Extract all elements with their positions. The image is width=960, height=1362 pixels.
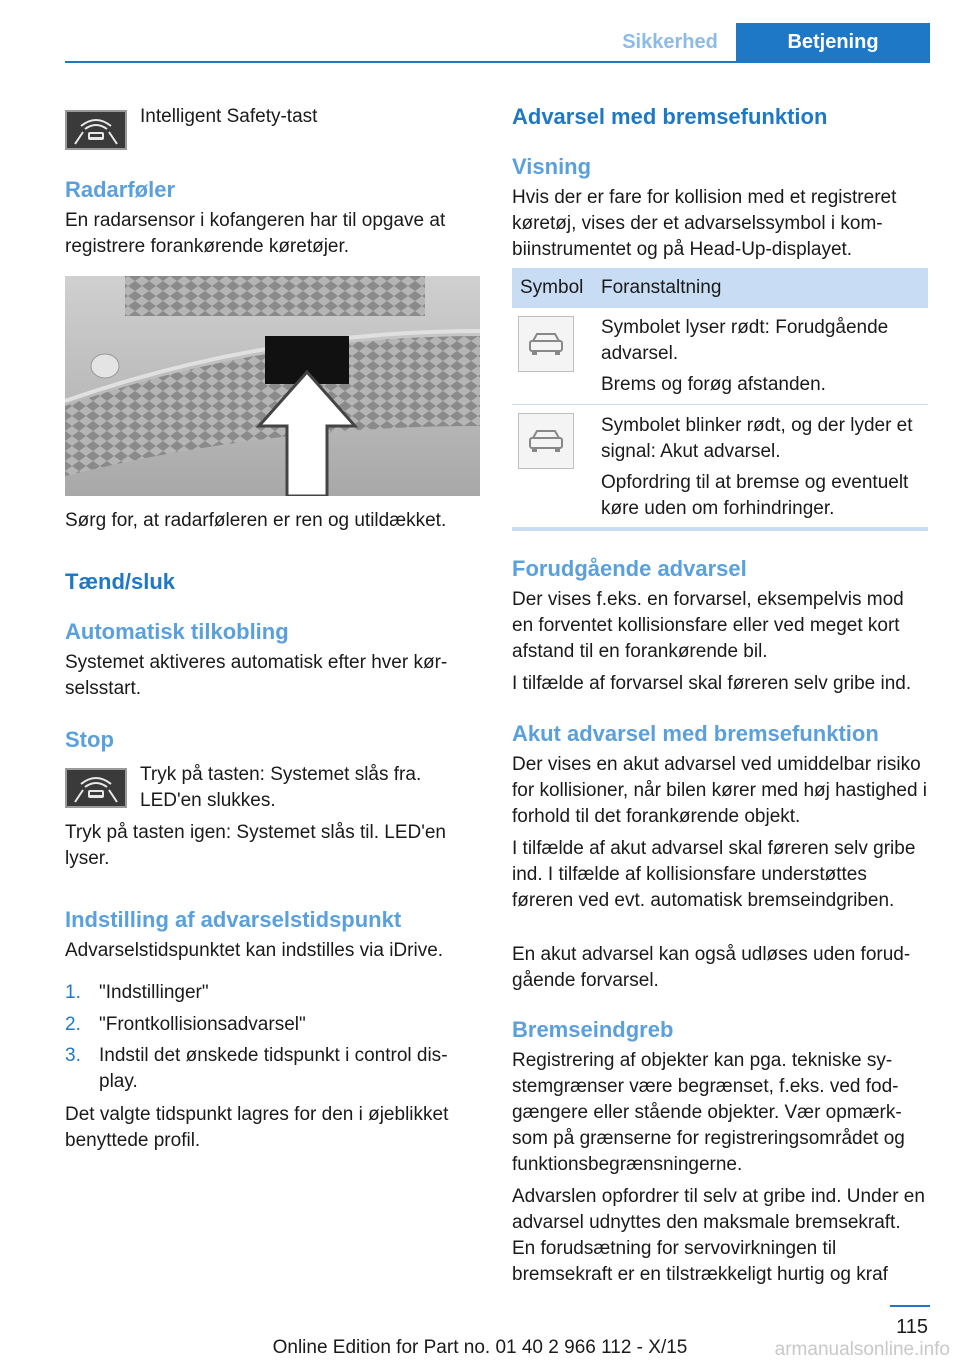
list-text: "Frontkollisionsadvarsel" <box>99 1014 306 1035</box>
table-row-1-text-2: Brems og forøg afstanden. <box>601 374 826 395</box>
table-bottom-rule <box>512 527 928 531</box>
intelligent-safety-button-icon <box>65 110 127 150</box>
setting-text: Advarselstidspunktet kan indstilles via iDrive. <box>65 940 444 961</box>
intro-label: Intelligent Safety-tast <box>140 106 318 127</box>
list-text: "Indstillinger" <box>99 982 209 1003</box>
heading-radarfoler: Radarføler <box>65 177 176 202</box>
radar-text: En radarsensor i kofangeren har til opgave at registrere forankørende køretøjer. <box>65 210 446 257</box>
list-number: 3. <box>65 1045 81 1066</box>
pre-text-2: I tilfælde af forvarsel skal føreren selv gribe ind. <box>512 673 912 694</box>
auto-text: Systemet aktiveres automatisk efter hver kørselsstart. <box>65 652 448 699</box>
heading-forudgaaende: Forudgående advarsel <box>512 556 747 581</box>
table-row-2-text-1: Symbolet blinker rødt, og der lyder et signal: Akut advarsel. <box>601 415 913 462</box>
tab-betjening[interactable]: Betjening <box>736 23 930 62</box>
list-text: Indstil det ønskede tidspunkt i control display. <box>99 1045 448 1092</box>
edition-footer: Online Edition for Part no. 01 40 2 966 112 - X/15 <box>272 1337 688 1358</box>
watermark: armanualsonline.info <box>774 1339 950 1360</box>
car-warning-icon <box>518 413 574 469</box>
heading-visning: Visning <box>512 154 592 179</box>
list-item <box>65 1012 475 1038</box>
list-item <box>65 980 475 1006</box>
col-header-symbol: Symbol <box>520 277 584 298</box>
acute-text-3: En akut advarsel kan også udløses uden forudgående forvarsel. <box>512 944 911 991</box>
list-number: 1. <box>65 982 81 1003</box>
heading-bremseindgreb: Bremseindgreb <box>512 1017 674 1042</box>
tab-sikkerhed[interactable]: Sikkerhed <box>622 31 718 53</box>
display-text: Hvis der er fare for kollision med et registreret køretøj, vises der et advarselssymbol i kombiinstrumentet og på Head-Up-displayet. <box>512 187 897 260</box>
list-item <box>65 1043 475 1095</box>
closing-text: Det valgte tidspunkt lagres for den i øjeblikket benyttede profil. <box>65 1104 449 1151</box>
brake-text-1: Registrering af objekter kan pga. tekniske systemgrænser være begrænset, f.eks. ved fodgængere eller stående objekter. Vær opmærksom på grænserne for registreringsområdet og funktionsbegrænsningerne. <box>512 1050 905 1175</box>
page-number: 115 <box>896 1316 928 1338</box>
intelligent-safety-button-icon <box>65 768 127 808</box>
photo-caption: Sørg for, at radarføleren er ren og utildækket. <box>65 510 447 531</box>
heading-indstilling: Indstilling af advarselstidspunkt <box>65 907 402 932</box>
heading-akut-advarsel: Akut advarsel med bremsefunktion <box>512 721 879 746</box>
col-header-action: Foranstaltning <box>601 277 722 298</box>
heading-taend-sluk: Tænd/sluk <box>65 569 176 594</box>
car-warning-icon <box>518 316 574 372</box>
header-rule <box>65 61 930 63</box>
table-row-1-text-1: Symbolet lyser rødt: Forudgående advarsel. <box>601 317 889 364</box>
heading-automatisk: Automatisk tilkobling <box>65 619 289 644</box>
stop-text-2: Tryk på tasten igen: Systemet slås til. LED'en lyser. <box>65 822 446 869</box>
heading-advarsel-bremsefunktion: Advarsel med bremsefunktion <box>512 104 828 129</box>
list-number: 2. <box>65 1014 81 1035</box>
table-row-2-text-2: Opfordring til at bremse og eventuelt køre uden om forhindringer. <box>601 472 909 519</box>
heading-stop: Stop <box>65 727 114 752</box>
pre-text-1: Der vises f.eks. en forvarsel, eksempelvis mod en forventet kollisionsfare eller ved meget kort afstand til en forankørende bil. <box>512 589 904 662</box>
acute-text-2: I tilfælde af akut advarsel skal føreren selv gribe ind. I tilfælde af kollisionsfare understøttes føreren ved evt. automatisk bremseindgriben. <box>512 838 916 911</box>
stop-text-1: Tryk på tasten: Systemet slås fra. LED'en slukkes. <box>140 764 422 811</box>
table-divider <box>512 404 928 405</box>
footer-rule <box>890 1305 930 1307</box>
acute-text-1: Der vises en akut advarsel ved umiddelbar risiko for kollisioner, når bilen kører med høj hastighed i forhold til det forankørende objekt. <box>512 754 928 827</box>
radar-sensor-photo <box>65 276 480 496</box>
brake-text-2: Advarslen opfordrer til selv at gribe ind. Under en advarsel udnyttes den maksmale bremsekraft. En forudsætning for servovirkningen til bremsekraft er en tilstrækkeligt hurtig og kraf <box>512 1186 925 1285</box>
